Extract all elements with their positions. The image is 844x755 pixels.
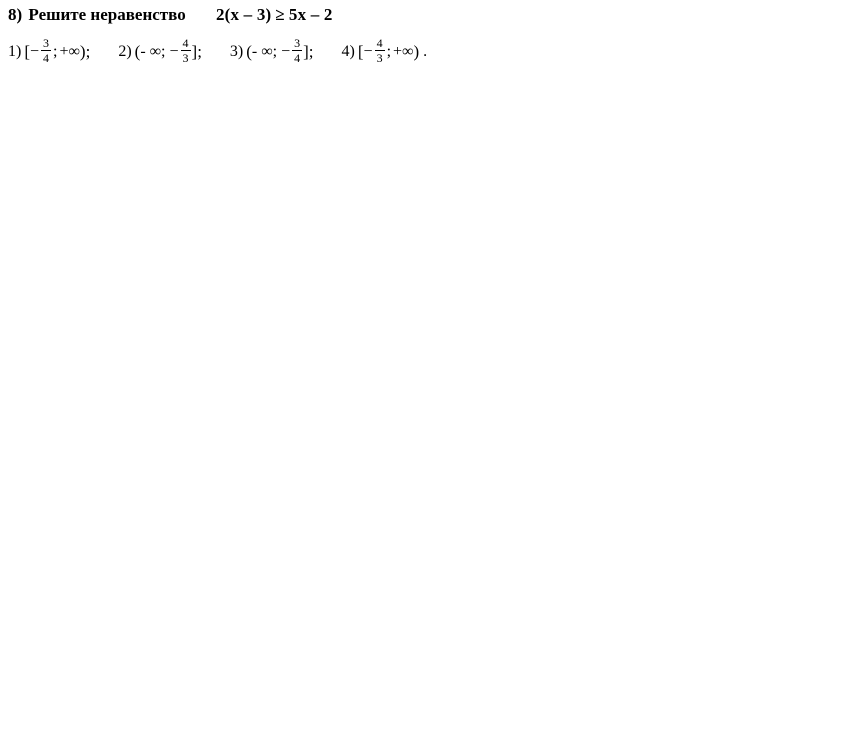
answer-option-2 <box>118 38 202 65</box>
question-line <box>8 4 333 26</box>
question-number: 8) <box>8 5 23 24</box>
option-4-trailing: . <box>423 42 428 60</box>
option-3-numerator: 3 <box>294 36 301 50</box>
option-3-prefix: - ∞; <box>251 42 278 60</box>
option-1-numerator: 3 <box>43 36 50 50</box>
option-3-label: 3) <box>229 42 244 60</box>
option-3-open-bracket: ( <box>246 41 252 61</box>
option-4-numerator: 4 <box>376 36 383 50</box>
option-2-prefix: - ∞; <box>140 42 166 60</box>
question-expression <box>216 5 333 24</box>
option-4-bound: +∞ <box>393 42 414 60</box>
option-4-open-bracket: [ <box>357 41 364 61</box>
option-4-separator: ; <box>386 42 392 60</box>
option-4-label: 4) <box>341 42 355 60</box>
option-1-open-bracket: [ <box>24 41 30 61</box>
option-1-separator: ; <box>53 42 58 60</box>
option-2-open-bracket: ( <box>134 41 141 61</box>
expression-relation: ≥ <box>275 5 285 24</box>
option-4-close-bracket: ) <box>413 41 420 61</box>
expression-left: 2(x – 3) <box>215 5 272 24</box>
answer-option-1 <box>8 38 90 65</box>
option-2-label: 2) <box>118 42 132 60</box>
option-2-numerator: 4 <box>182 36 189 50</box>
option-3-close-bracket: ]; <box>303 41 314 61</box>
option-2-denominator: 3 <box>182 51 189 65</box>
question-prompt: Решите неравенство <box>28 5 186 24</box>
option-2-sign: − <box>169 42 179 60</box>
option-2-fraction <box>181 37 191 64</box>
option-2-close-bracket: ]; <box>191 41 202 61</box>
option-3-sign: − <box>281 42 291 60</box>
option-4-denominator: 3 <box>376 51 383 65</box>
expression-right: 5x – 2 <box>288 5 333 24</box>
option-1-close-bracket: ); <box>79 41 91 61</box>
option-4-fraction <box>375 37 385 64</box>
option-4-sign: − <box>363 42 373 60</box>
option-1-fraction <box>41 37 51 64</box>
answer-option-4 <box>342 38 428 65</box>
option-3-fraction <box>292 37 302 64</box>
option-3-denominator: 4 <box>294 51 301 65</box>
answer-options <box>8 38 427 65</box>
answer-option-3 <box>230 38 314 65</box>
option-1-denominator: 4 <box>43 51 50 65</box>
option-1-label: 1) <box>8 42 22 60</box>
option-1-sign: − <box>30 42 40 60</box>
option-1-bound: +∞ <box>59 42 80 60</box>
